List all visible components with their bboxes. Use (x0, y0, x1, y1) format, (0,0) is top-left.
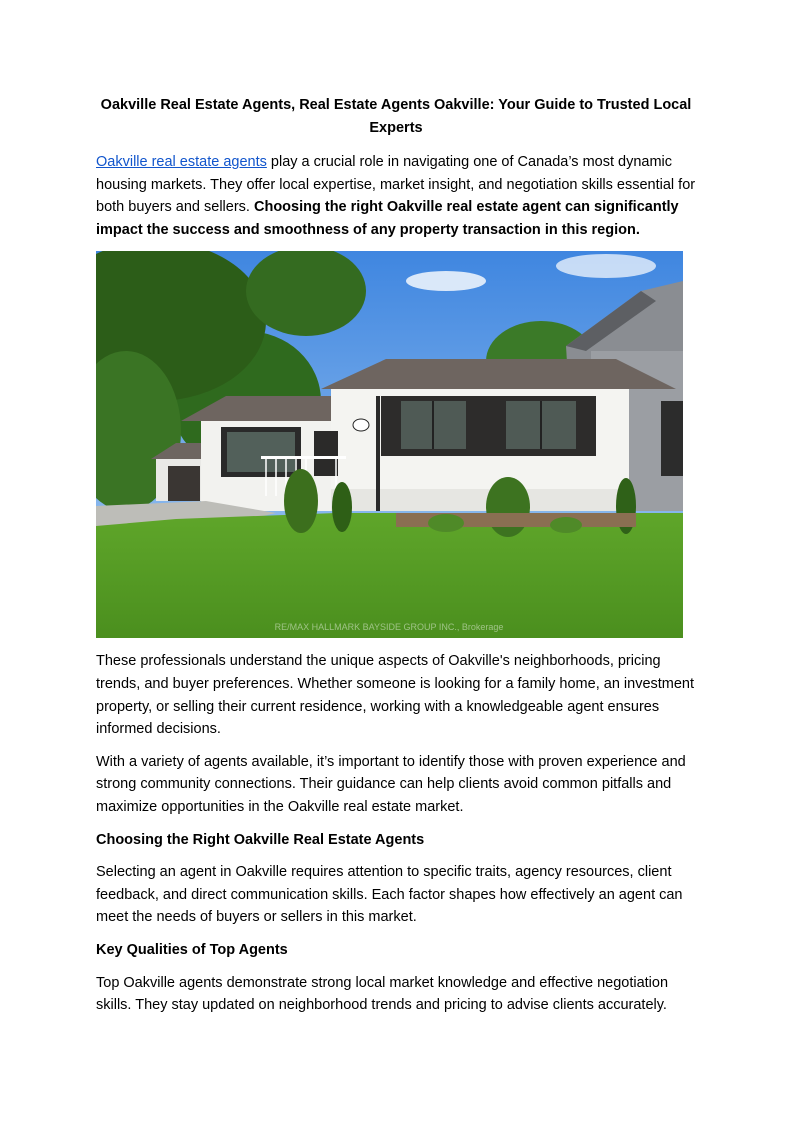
paragraph-2: With a variety of agents available, it’s important to identify those with proven experience and strong community connections. Their guidance can help clients avoid common pitfalls and maximize opportunities in the Oakville real estate market. (96, 753, 686, 815)
section-paragraph-choosing: Selecting an agent in Oakville requires attention to specific traits, agency resources, client feedback, and direct communication skills. Each factor shapes how effectively an agent can meet the needs of buyers or sellers in this market. (96, 864, 683, 926)
oakville-agents-link[interactable]: Oakville real estate agents (96, 154, 267, 170)
section-paragraph-qualities: Top Oakville agents demonstrate strong local market knowledge and effective negotiation skills. They stay updated on neighborhood trends and pricing to advise clients accurately. (96, 974, 669, 1014)
section-heading-qualities: Key Qualities of Top Agents (96, 941, 288, 958)
intro-bold-text: Choosing the right Oakville real estate agent can significantly impact the success and smoothness of any property transaction in this region. (96, 199, 679, 238)
paragraph-1: These professionals understand the unique aspects of Oakville's neighborhoods, pricing trends, and buyer preferences. Whether someone is looking for a family home, an investment property, or selling their current residence, working with a knowledgeable agent ensures informed decisions. (96, 653, 695, 738)
intro-paragraph (96, 151, 696, 241)
article-body (96, 94, 696, 1027)
section-heading-choosing: Choosing the Right Oakville Real Estate Agents (96, 831, 425, 848)
photo-watermark: RE/MAX HALLMARK BAYSIDE GROUP INC., Brokerage (274, 622, 504, 633)
house-photo (96, 251, 683, 638)
intro-text: play a crucial role in navigating one of Canada’s most dynamic housing markets. They offer local expertise, market insight, and negotiation skills essential for both buyers and sellers. (96, 154, 696, 216)
article-title: Oakville Real Estate Agents, Real Estate Agents Oakville: Your Guide to Trusted Local Experts (100, 97, 692, 136)
